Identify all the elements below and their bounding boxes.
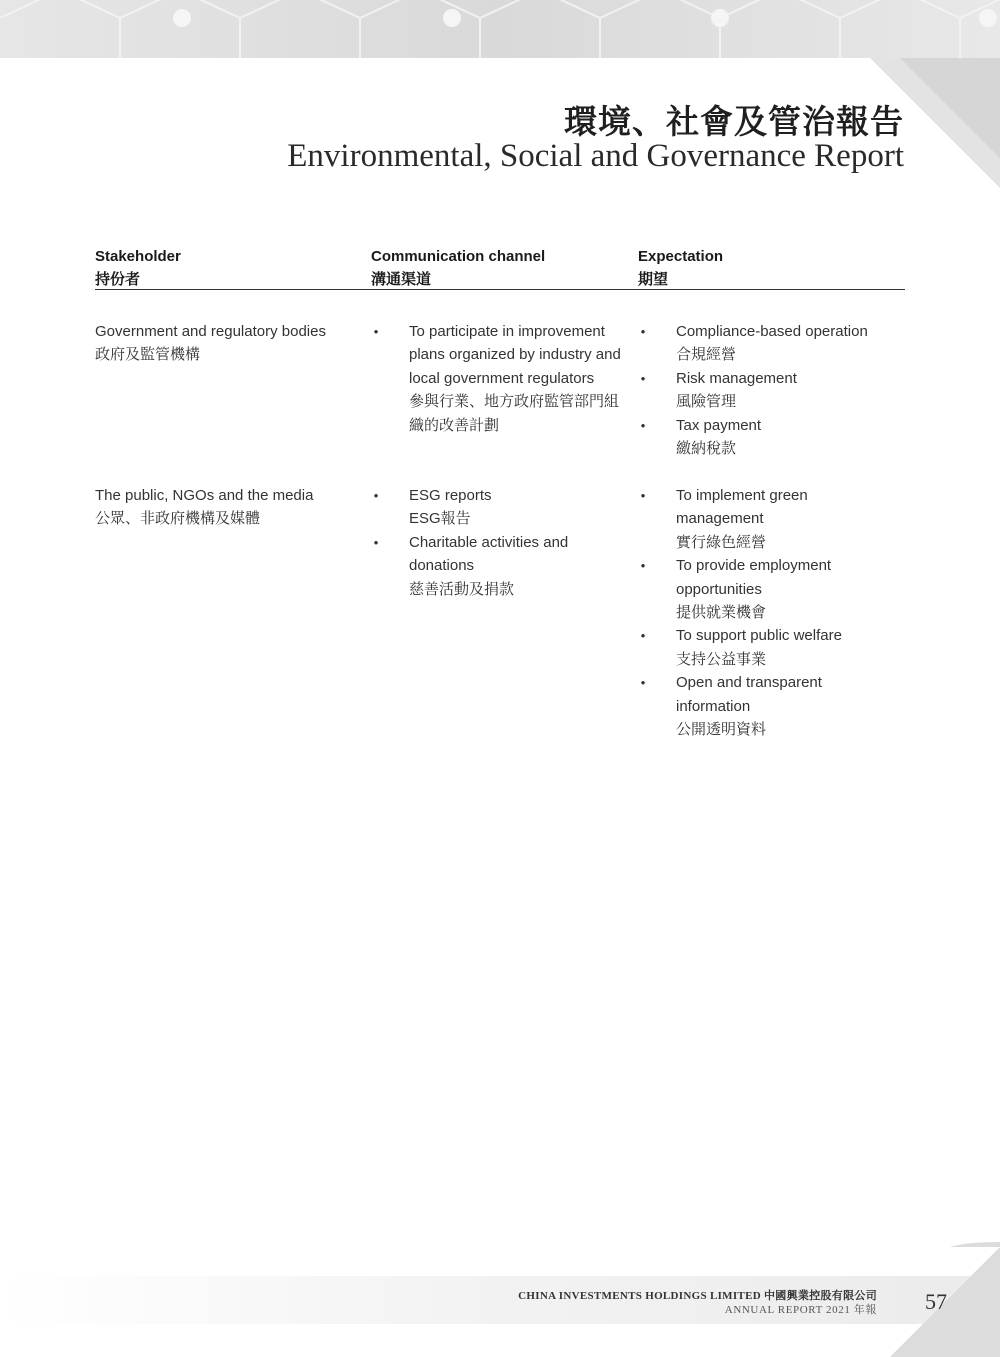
- list-item-text: Charitable activities and: [409, 533, 569, 551]
- table-row: [95, 320, 905, 484]
- column-header-en: Stakeholder: [95, 248, 181, 265]
- column-header-stakeholder: [95, 245, 181, 291]
- footer-company-name: CHINA INVESTMENTS HOLDINGS LIMITED 中國興業控股有限公司: [518, 1290, 877, 1302]
- list-item: [638, 367, 908, 414]
- list-item: [638, 671, 908, 741]
- list-item-text: 提供就業機會: [676, 604, 767, 622]
- column-header-en: Expectation: [638, 248, 724, 265]
- list-item: [371, 320, 633, 437]
- list-item-text: local government regulators: [409, 369, 595, 387]
- bullet-icon: •: [373, 324, 379, 339]
- list-item-text: 實行綠色經營: [676, 533, 767, 551]
- expectation-cell: [638, 484, 908, 741]
- bullet-icon: •: [640, 628, 646, 644]
- column-header-en: Communication channel: [371, 248, 546, 265]
- column-header-zh: 期望: [638, 271, 669, 288]
- bullet-icon: •: [373, 534, 379, 550]
- stakeholder-cell: [95, 484, 355, 531]
- list-item: [638, 320, 908, 367]
- report-title-chinese: 環境、社會及管治報告: [564, 102, 904, 141]
- list-item-text: ESG報告: [409, 510, 471, 528]
- list-item-text: 支持公益事業: [676, 650, 767, 668]
- list-item-text: 織的改善計劃: [409, 416, 500, 434]
- list-item-text: 參與行業、地方政府監管部門組: [409, 393, 620, 411]
- bullet-icon: •: [373, 488, 379, 503]
- list-item-text: Risk management: [676, 369, 797, 387]
- column-header-channel: [371, 245, 545, 291]
- column-header-zh: 持份者: [95, 271, 141, 288]
- list-item-text: 合規經營: [676, 346, 737, 364]
- expectation-cell: [638, 320, 908, 460]
- list-item-text: Compliance-based operation: [676, 323, 868, 340]
- list-item-text: Open and transparent: [676, 674, 822, 692]
- list-item-text: To support public welfare: [676, 627, 842, 645]
- bullet-icon: •: [640, 558, 646, 574]
- channel-cell: [371, 320, 633, 437]
- footer-report-name: ANNUAL REPORT 2021 年報: [724, 1304, 877, 1316]
- list-item-text: 繳納稅款: [676, 440, 737, 458]
- stakeholder-name-zh: 公眾、非政府機構及媒體: [95, 510, 261, 528]
- bullet-icon: •: [640, 324, 646, 339]
- bullet-icon: •: [640, 488, 646, 503]
- list-item: [371, 484, 633, 531]
- list-item: [638, 554, 908, 624]
- list-item-text: 公開透明資料: [676, 721, 767, 739]
- column-header-zh: 溝通渠道: [371, 271, 432, 288]
- table-row: [95, 484, 905, 764]
- stakeholder-name-en: The public, NGOs and the media: [95, 487, 314, 504]
- channel-cell: [371, 484, 633, 601]
- list-item: [638, 484, 908, 554]
- list-item-text: To implement green: [676, 487, 808, 504]
- list-item-text: opportunities: [676, 580, 762, 598]
- report-title-english: Environmental, Social and Governance Report: [287, 138, 904, 174]
- table-header: [95, 245, 905, 290]
- list-item-text: information: [676, 697, 751, 715]
- list-item-text: To participate in improvement: [409, 323, 605, 340]
- list-item-text: donations: [409, 557, 475, 575]
- list-item: [371, 531, 633, 601]
- list-item-text: To provide employment: [676, 557, 832, 575]
- stakeholder-name-en: Government and regulatory bodies: [95, 323, 326, 340]
- list-item-text: 風險管理: [676, 393, 737, 411]
- column-header-expectation: [638, 245, 723, 291]
- bullet-icon: •: [640, 417, 646, 433]
- stakeholder-cell: [95, 320, 355, 367]
- bullet-icon: •: [640, 370, 646, 386]
- stakeholder-name-zh: 政府及監管機構: [95, 346, 201, 364]
- page-number: 57: [925, 1289, 947, 1314]
- list-item: [638, 414, 908, 461]
- list-item-text: Tax payment: [676, 416, 762, 434]
- stakeholder-table: [95, 245, 905, 764]
- list-item-text: plans organized by industry and: [409, 346, 621, 364]
- bullet-icon: •: [640, 675, 646, 691]
- list-item-text: ESG reports: [409, 487, 492, 504]
- list-item: [638, 624, 908, 671]
- list-item-text: 慈善活動及捐款: [409, 580, 515, 598]
- list-item-text: management: [676, 510, 764, 528]
